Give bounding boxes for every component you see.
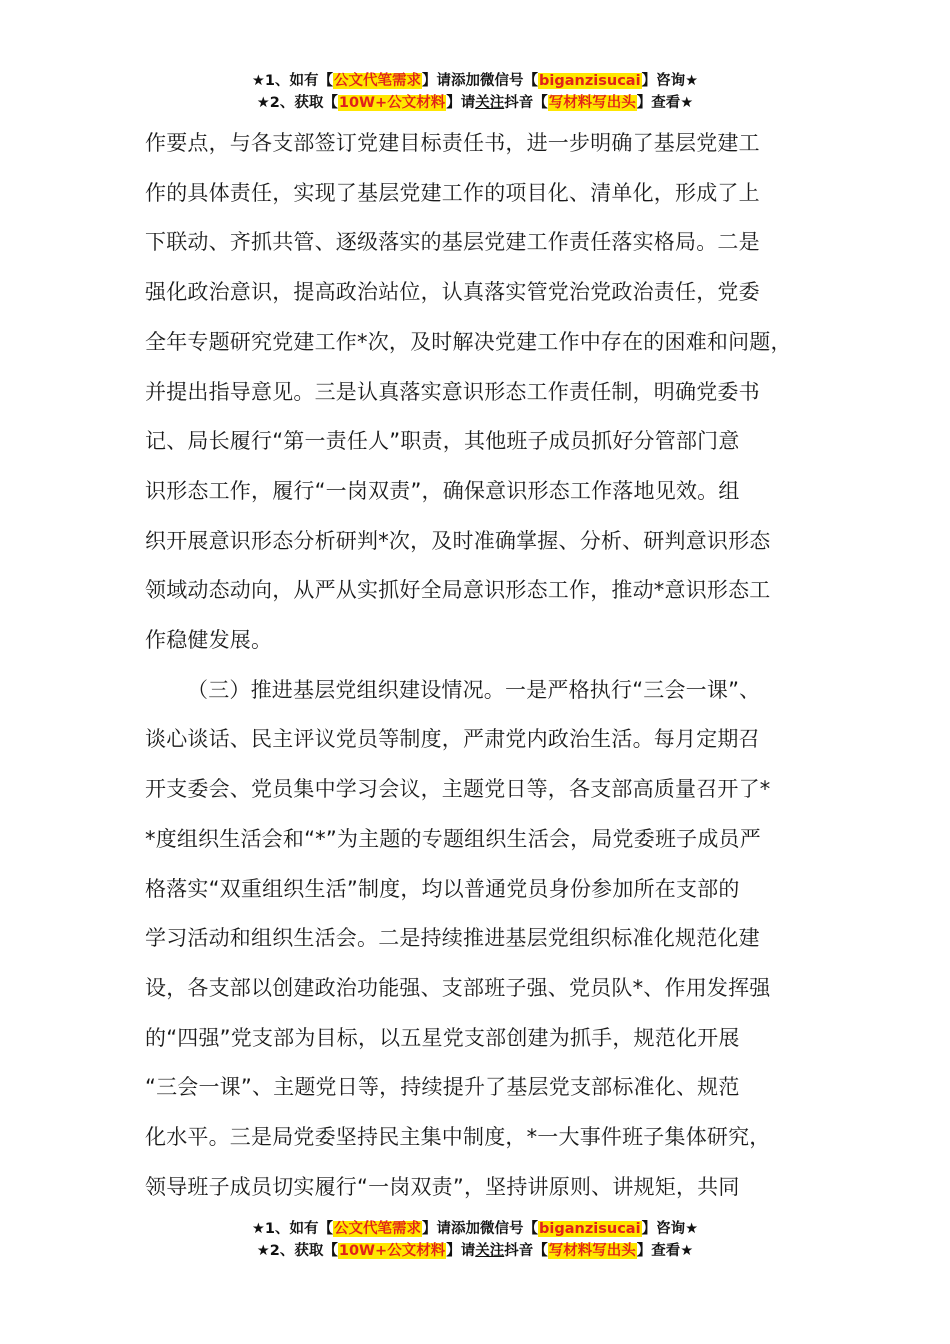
banner-text: 】请添加 bbox=[422, 73, 481, 89]
banner-text: ★2、获取【 bbox=[256, 1243, 338, 1259]
text-line: 记、局长履行“第一责任人”职责，其他班子成员抓好分管部门意 bbox=[145, 429, 740, 454]
banner-line-1 bbox=[0, 70, 950, 92]
highlight-materials: 10W+公文材料 bbox=[338, 1243, 446, 1259]
banner-text: ★1、如有【 bbox=[251, 73, 334, 89]
highlight-wechat-id: biganzisucai bbox=[539, 73, 641, 89]
banner-line-1 bbox=[0, 1218, 950, 1240]
highlight-service: 公文代笔需求 bbox=[334, 1221, 422, 1237]
text-line: 格落实“双重组织生活”制度，均以普通党员身份参加所在支部的 bbox=[145, 876, 740, 901]
highlight-materials: 10W+公文材料 bbox=[338, 95, 446, 111]
banner-text: 】咨询★ bbox=[641, 73, 699, 89]
banner-text: 】请 bbox=[446, 95, 476, 111]
document-body bbox=[145, 119, 835, 1212]
text-line: 的“四强”党支部为目标，以五星党支部创建为抓手，规范化开展 bbox=[145, 1025, 740, 1050]
banner-text: 抖音【 bbox=[504, 1243, 548, 1259]
text-line: 设，各支部以创建政治功能强、支部班子强、党员队*、作用发挥强 bbox=[145, 975, 771, 1000]
banner-text: 】查看★ bbox=[636, 95, 694, 111]
text-line: 作要点，与各支部签订党建目标责任书，进一步明确了基层党建工 bbox=[145, 131, 760, 155]
text-line: 领导班子成员切实履行“一岗双责”，坚持讲原则、讲规矩，共同 bbox=[145, 1174, 740, 1199]
banner-follow-text: 关注 bbox=[475, 1243, 505, 1259]
banner-text: 】咨询★ bbox=[641, 1221, 699, 1237]
highlight-service: 公文代笔需求 bbox=[334, 73, 422, 89]
top-banner bbox=[0, 70, 950, 114]
highlight-wechat-id: biganzisucai bbox=[539, 1221, 641, 1237]
banner-text: 微信号【 bbox=[480, 1221, 539, 1237]
banner-text: ★1、如有【 bbox=[251, 1221, 334, 1237]
text-line: （三）推进基层党组织建设情况。一是严格执行“三会一课”、 bbox=[187, 677, 761, 702]
text-line: 化水平。三是局党委坚持民主集中制度，*一大事件班子集体研究， bbox=[145, 1125, 771, 1150]
banner-line-2 bbox=[0, 1240, 950, 1262]
banner-follow-text: 关注 bbox=[475, 95, 505, 111]
banner-text: 】查看★ bbox=[636, 1243, 694, 1259]
text-line: 作的具体责任，实现了基层党建工作的项目化、清单化，形成了上 bbox=[145, 180, 760, 205]
text-line: 全年专题研究党建工作*次，及时解决党建工作中存在的困难和问题， bbox=[145, 329, 792, 354]
text-line: 领域动态动向，从严从实抓好全局意识形态工作，推动*意识形态工 bbox=[145, 578, 771, 603]
text-line: 下联动、齐抓共管、逐级落实的基层党建工作责任落实格局。二是 bbox=[145, 230, 760, 255]
text-line: 识形态工作，履行“一岗双责”，确保意识形态工作落地见效。组 bbox=[145, 478, 740, 503]
banner-text: 】请 bbox=[446, 1243, 476, 1259]
banner-line-2 bbox=[0, 92, 950, 114]
text-line: *度组织生活会和“*”为主题的专题组织生活会，局党委班子成员严 bbox=[145, 826, 761, 851]
text-line: 织开展意识形态分析研判*次，及时准确掌握、分析、研判意识形态 bbox=[145, 528, 771, 553]
banner-text: 微信号【 bbox=[480, 73, 539, 89]
banner-text: 】请添加 bbox=[422, 1221, 481, 1237]
bottom-banner bbox=[0, 1218, 950, 1262]
text-line: 作稳健发展。 bbox=[145, 628, 273, 653]
highlight-douyin: 写材料写出头 bbox=[548, 95, 636, 111]
highlight-douyin: 写材料写出头 bbox=[548, 1243, 636, 1259]
banner-text: ★2、获取【 bbox=[256, 95, 338, 111]
text-line: 强化政治意识，提高政治站位，认真落实管党治党政治责任，党委 bbox=[145, 280, 760, 305]
banner-text: 抖音【 bbox=[504, 95, 548, 111]
text-line: 学习活动和组织生活会。二是持续推进基层党组织标准化规范化建 bbox=[145, 926, 760, 951]
text-line: 谈心谈话、民主评议党员等制度，严肃党内政治生活。每月定期召 bbox=[145, 727, 760, 752]
text-line: 并提出指导意见。三是认真落实意识形态工作责任制，明确党委书 bbox=[145, 379, 760, 404]
paragraph-2 bbox=[145, 666, 835, 1213]
paragraph-1 bbox=[145, 119, 835, 666]
text-line: “三会一课”、主题党日等，持续提升了基层党支部标准化、规范 bbox=[145, 1075, 740, 1100]
text-line: 开支委会、党员集中学习会议，主题党日等，各支部高质量召开了* bbox=[145, 777, 771, 802]
